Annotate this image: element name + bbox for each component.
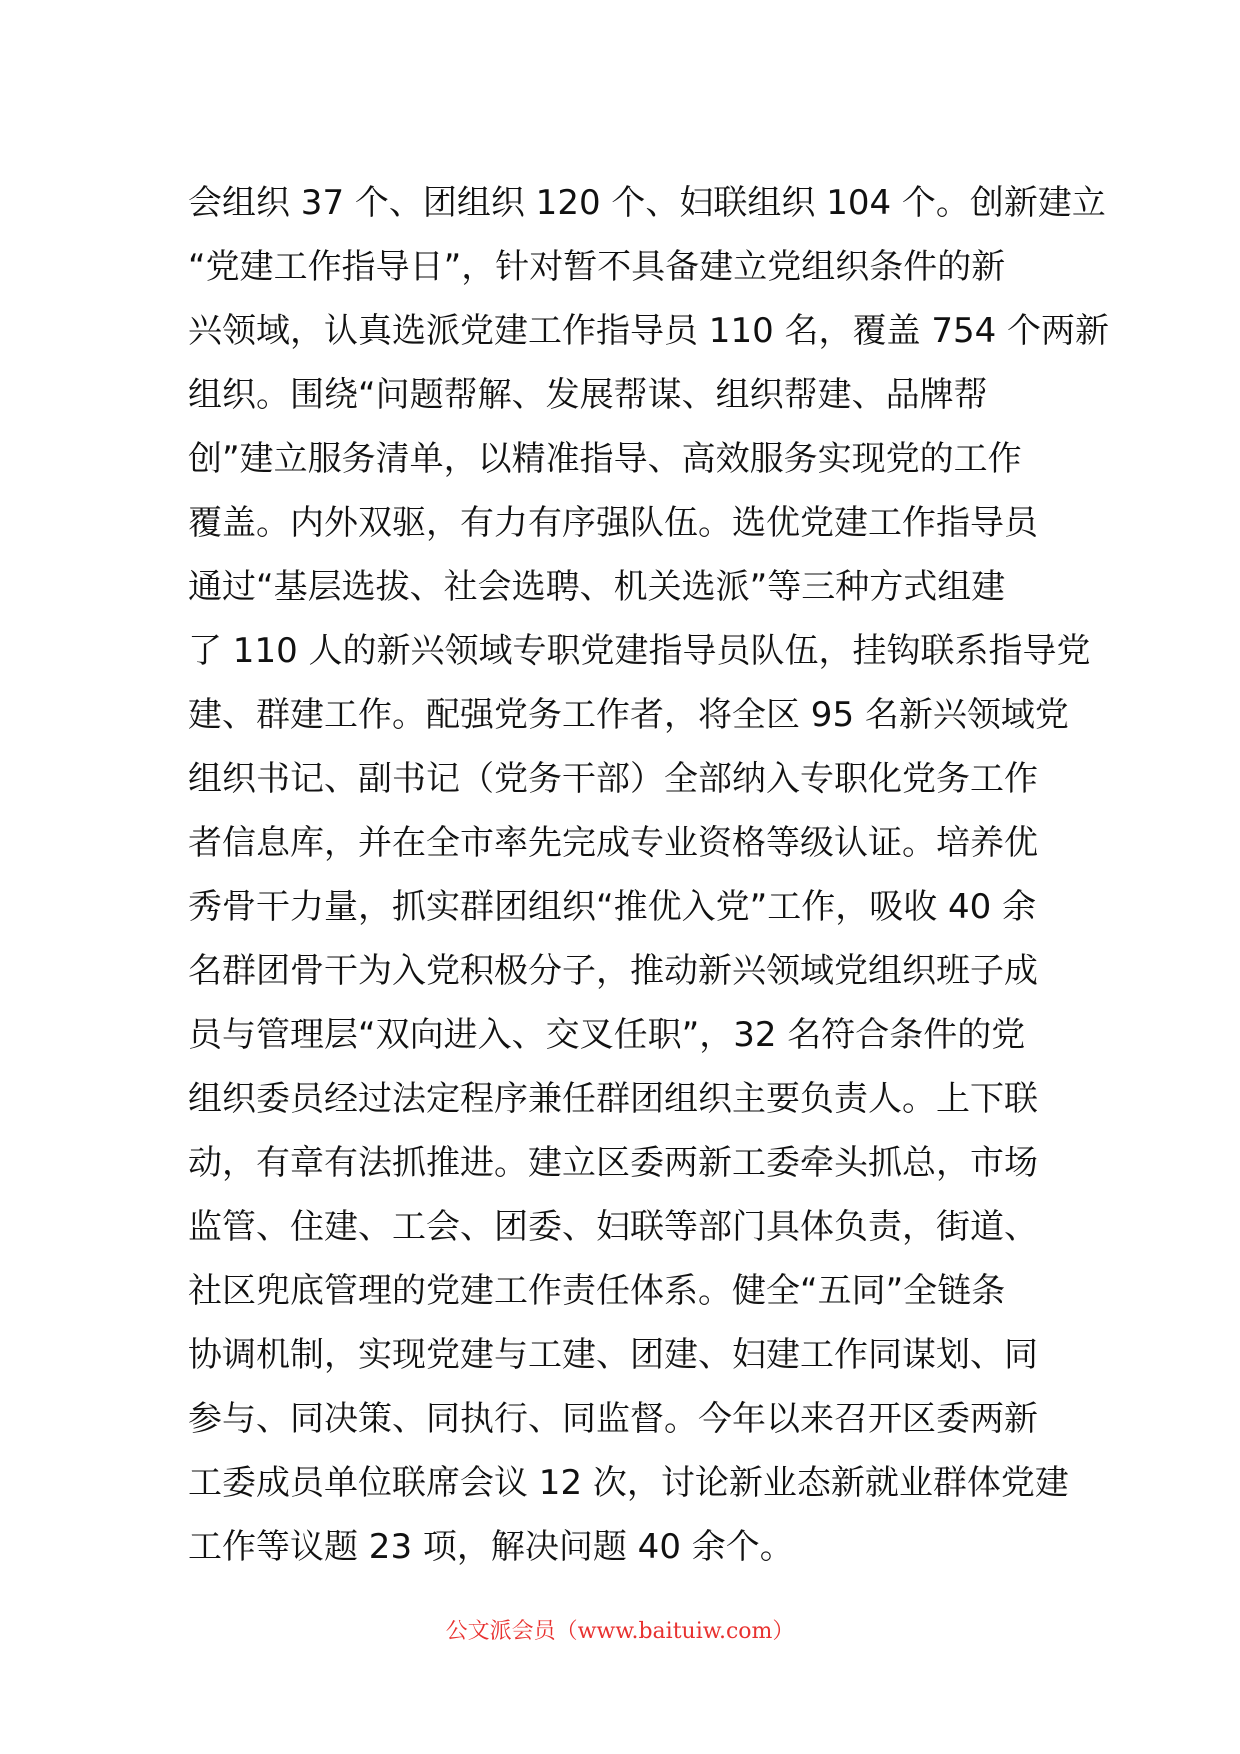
text-line: 建、群建工作。配强党务工作者，将全区 95 名新兴领域党: [188, 695, 1069, 735]
text-line: 会组织 37 个、团组织 120 个、妇联组织 104 个。创新建立: [188, 183, 1106, 223]
text-line: 组织。围绕“问题帮解、发展帮谋、组织帮建、品牌帮: [188, 375, 988, 415]
body-paragraph: [188, 171, 1110, 1579]
text-line: 协调机制，实现党建与工建、团建、妇建工作同谋划、同: [188, 1335, 1038, 1375]
text-line: 工委成员单位联席会议 12 次，讨论新业态新就业群体党建: [188, 1463, 1069, 1503]
text-line: 员与管理层“双向进入、交叉任职”，32 名符合条件的党: [188, 1015, 1026, 1055]
text-line: 覆盖。内外双驱，有力有序强队伍。选优党建工作指导员: [188, 503, 1038, 543]
text-line: 工作等议题 23 项，解决问题 40 余个。: [188, 1527, 794, 1567]
text-line: 者信息库，并在全市率先完成专业资格等级认证。培养优: [188, 823, 1038, 863]
text-line: 创”建立服务清单，以精准指导、高效服务实现党的工作: [188, 439, 1022, 479]
text-line: 秀骨干力量，抓实群团组织“推优入党”工作，吸收 40 余: [188, 887, 1037, 927]
text-line: 参与、同决策、同执行、同监督。今年以来召开区委两新: [188, 1399, 1038, 1439]
text-line: 动，有章有法抓推进。建立区委两新工委牵头抓总，市场: [188, 1143, 1038, 1183]
footer-watermark-link[interactable]: 公文派会员（www.baituiw.com）: [445, 1619, 795, 1644]
text-line: 名群团骨干为入党积极分子，推动新兴领域党组织班子成: [188, 951, 1038, 991]
text-line: 组织委员经过法定程序兼任群团组织主要负责人。上下联: [188, 1079, 1038, 1119]
text-line: 组织书记、副书记（党务干部）全部纳入专职化党务工作: [188, 759, 1038, 799]
text-line: 了 110 人的新兴领域专职党建指导员队伍，挂钩联系指导党: [188, 631, 1091, 671]
text-line: 监管、住建、工会、团委、妇联等部门具体负责，街道、: [188, 1207, 1038, 1247]
text-line: 社区兜底管理的党建工作责任体系。健全“五同”全链条: [188, 1271, 1006, 1311]
text-line: 兴领域，认真选派党建工作指导员 110 名，覆盖 754 个两新: [188, 311, 1110, 351]
text-line: 通过“基层选拔、社会选聘、机关选派”等三种方式组建: [188, 567, 1006, 607]
text-line: “党建工作指导日”，针对暂不具备建立党组织条件的新: [188, 247, 1006, 287]
